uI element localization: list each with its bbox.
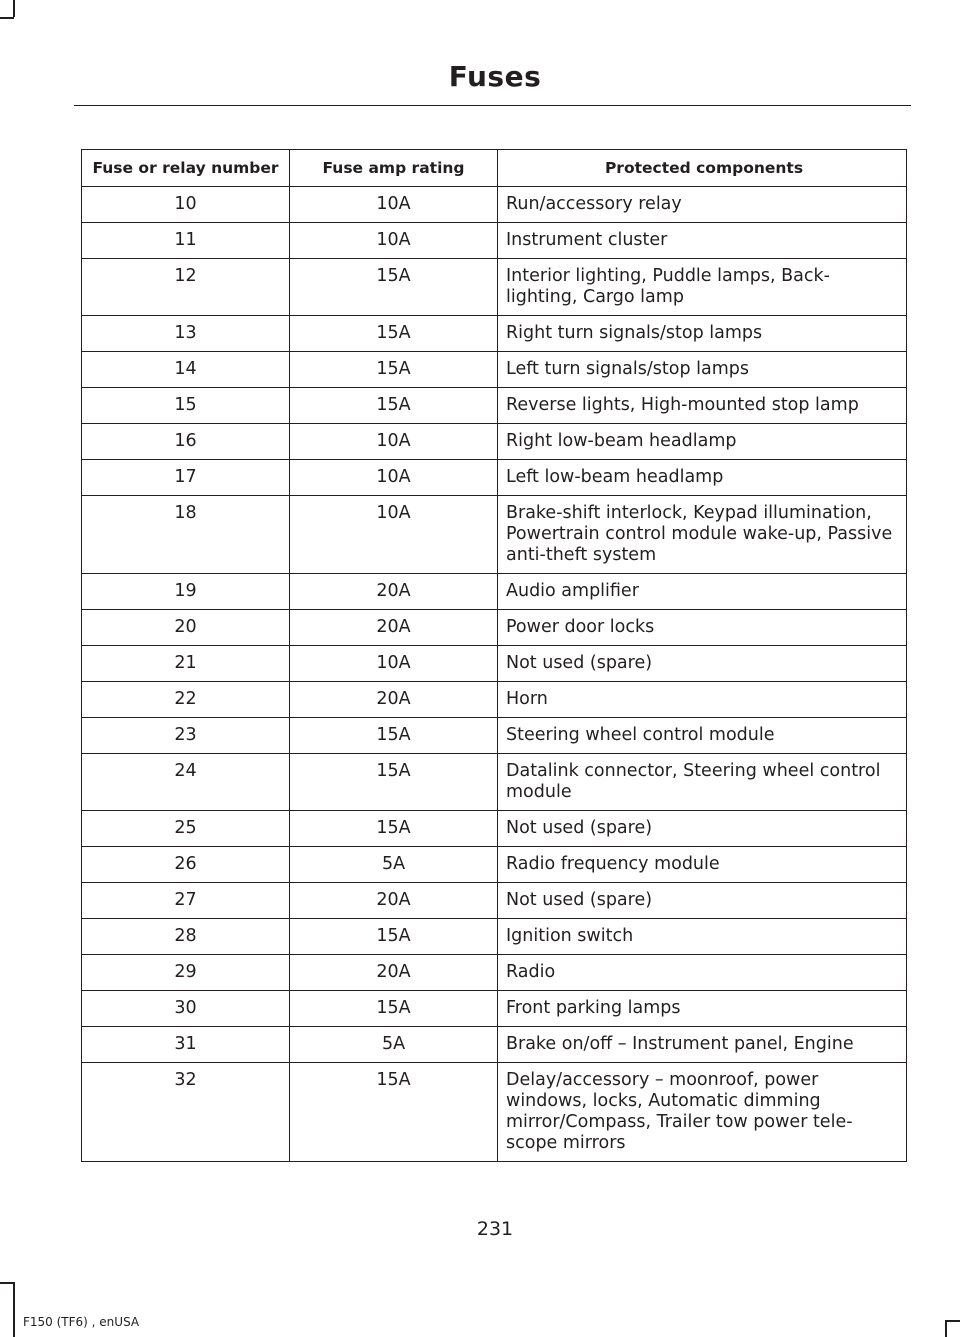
table-row xyxy=(82,718,907,754)
table-row xyxy=(82,460,907,496)
amp-rating-cell: 15A xyxy=(290,991,498,1027)
table-row xyxy=(82,919,907,955)
fuse-table-body xyxy=(82,187,907,1162)
protected-components-cell: Not used (spare) xyxy=(498,811,907,847)
fuse-number-cell: 15 xyxy=(82,388,290,424)
amp-rating-cell: 15A xyxy=(290,811,498,847)
fuse-number-cell: 12 xyxy=(82,259,290,316)
fuse-number-cell: 11 xyxy=(82,223,290,259)
table-row xyxy=(82,187,907,223)
crop-mark-bottom-left xyxy=(0,1282,14,1284)
protected-components-cell: Instrument cluster xyxy=(498,223,907,259)
column-header-protected-components: Protected components xyxy=(498,150,907,187)
amp-rating-cell: 10A xyxy=(290,460,498,496)
amp-rating-cell: 5A xyxy=(290,1027,498,1063)
protected-components-cell: Interior lighting, Puddle lamps, Back-lighting, Cargo lamp xyxy=(498,259,907,316)
fuse-number-cell: 29 xyxy=(82,955,290,991)
table-row xyxy=(82,991,907,1027)
column-header-amp-rating: Fuse amp rating xyxy=(290,150,498,187)
amp-rating-cell: 15A xyxy=(290,316,498,352)
protected-components-cell: Power door locks xyxy=(498,610,907,646)
protected-components-cell: Audio amplifier xyxy=(498,574,907,610)
protected-components-cell: Run/accessory relay xyxy=(498,187,907,223)
amp-rating-cell: 20A xyxy=(290,955,498,991)
amp-rating-cell: 15A xyxy=(290,259,498,316)
amp-rating-cell: 15A xyxy=(290,718,498,754)
table-row xyxy=(82,574,907,610)
fuse-number-cell: 22 xyxy=(82,682,290,718)
protected-components-cell: Left turn signals/stop lamps xyxy=(498,352,907,388)
protected-components-cell: Ignition switch xyxy=(498,919,907,955)
fuse-number-cell: 32 xyxy=(82,1063,290,1162)
amp-rating-cell: 20A xyxy=(290,682,498,718)
protected-components-cell: Right low-beam headlamp xyxy=(498,424,907,460)
protected-components-cell: Reverse lights, High-mounted stop lamp xyxy=(498,388,907,424)
protected-components-cell: Delay/accessory – moonroof, power windows, locks, Automatic dimming mirror/Compass, Trailer tow power tele-scope mirrors xyxy=(498,1063,907,1162)
fuse-number-cell: 27 xyxy=(82,883,290,919)
protected-components-cell: Left low-beam headlamp xyxy=(498,460,907,496)
fuse-number-cell: 24 xyxy=(82,754,290,811)
table-row xyxy=(82,1063,907,1162)
table-row xyxy=(82,610,907,646)
fuse-number-cell: 23 xyxy=(82,718,290,754)
crop-mark-bottom-right xyxy=(945,1320,947,1337)
table-row xyxy=(82,316,907,352)
amp-rating-cell: 15A xyxy=(290,388,498,424)
table-row xyxy=(82,352,907,388)
table-row xyxy=(82,811,907,847)
fuse-number-cell: 17 xyxy=(82,460,290,496)
table-header-row xyxy=(82,150,907,187)
page-footer: F150 (TF6) , enUSA xyxy=(23,1315,140,1329)
amp-rating-cell: 10A xyxy=(290,424,498,460)
fuse-number-cell: 31 xyxy=(82,1027,290,1063)
protected-components-cell: Horn xyxy=(498,682,907,718)
protected-components-cell: Right turn signals/stop lamps xyxy=(498,316,907,352)
amp-rating-cell: 10A xyxy=(290,496,498,574)
page-number: 231 xyxy=(476,1218,514,1240)
table-row xyxy=(82,682,907,718)
table-row xyxy=(82,1027,907,1063)
table-row xyxy=(82,847,907,883)
protected-components-cell: Brake on/off – Instrument panel, Engine xyxy=(498,1027,907,1063)
protected-components-cell: Radio frequency module xyxy=(498,847,907,883)
protected-components-cell: Front parking lamps xyxy=(498,991,907,1027)
amp-rating-cell: 10A xyxy=(290,646,498,682)
crop-mark-bottom-right xyxy=(945,1320,960,1322)
protected-components-cell: Brake-shift interlock, Keypad illumination, Powertrain control module wake-up, Passive anti-theft system xyxy=(498,496,907,574)
amp-rating-cell: 15A xyxy=(290,754,498,811)
crop-mark-bottom-left xyxy=(13,1282,15,1337)
protected-components-cell: Not used (spare) xyxy=(498,646,907,682)
fuse-number-cell: 21 xyxy=(82,646,290,682)
amp-rating-cell: 15A xyxy=(290,352,498,388)
crop-mark-top-left xyxy=(13,0,15,17)
amp-rating-cell: 20A xyxy=(290,610,498,646)
table-row xyxy=(82,955,907,991)
protected-components-cell: Not used (spare) xyxy=(498,883,907,919)
table-row xyxy=(82,754,907,811)
fuse-number-cell: 28 xyxy=(82,919,290,955)
fuse-number-cell: 14 xyxy=(82,352,290,388)
amp-rating-cell: 15A xyxy=(290,919,498,955)
table-row xyxy=(82,883,907,919)
protected-components-cell: Radio xyxy=(498,955,907,991)
fuse-number-cell: 16 xyxy=(82,424,290,460)
fuse-number-cell: 13 xyxy=(82,316,290,352)
table-row xyxy=(82,646,907,682)
fuse-number-cell: 19 xyxy=(82,574,290,610)
amp-rating-cell: 15A xyxy=(290,1063,498,1162)
protected-components-cell: Datalink connector, Steering wheel control module xyxy=(498,754,907,811)
fuse-number-cell: 20 xyxy=(82,610,290,646)
table-row xyxy=(82,388,907,424)
fuse-number-cell: 30 xyxy=(82,991,290,1027)
crop-mark-top-left xyxy=(0,17,14,19)
column-header-fuse-number: Fuse or relay number xyxy=(82,150,290,187)
table-row xyxy=(82,424,907,460)
amp-rating-cell: 10A xyxy=(290,187,498,223)
table-row xyxy=(82,259,907,316)
fuse-number-cell: 10 xyxy=(82,187,290,223)
title-divider xyxy=(74,105,911,106)
amp-rating-cell: 20A xyxy=(290,574,498,610)
fuse-number-cell: 18 xyxy=(82,496,290,574)
amp-rating-cell: 5A xyxy=(290,847,498,883)
table-row xyxy=(82,223,907,259)
fuse-number-cell: 26 xyxy=(82,847,290,883)
protected-components-cell: Steering wheel control module xyxy=(498,718,907,754)
table-row xyxy=(82,496,907,574)
amp-rating-cell: 10A xyxy=(290,223,498,259)
fuse-number-cell: 25 xyxy=(82,811,290,847)
fuse-table xyxy=(81,149,907,1162)
amp-rating-cell: 20A xyxy=(290,883,498,919)
page-title: Fuses xyxy=(448,60,542,93)
